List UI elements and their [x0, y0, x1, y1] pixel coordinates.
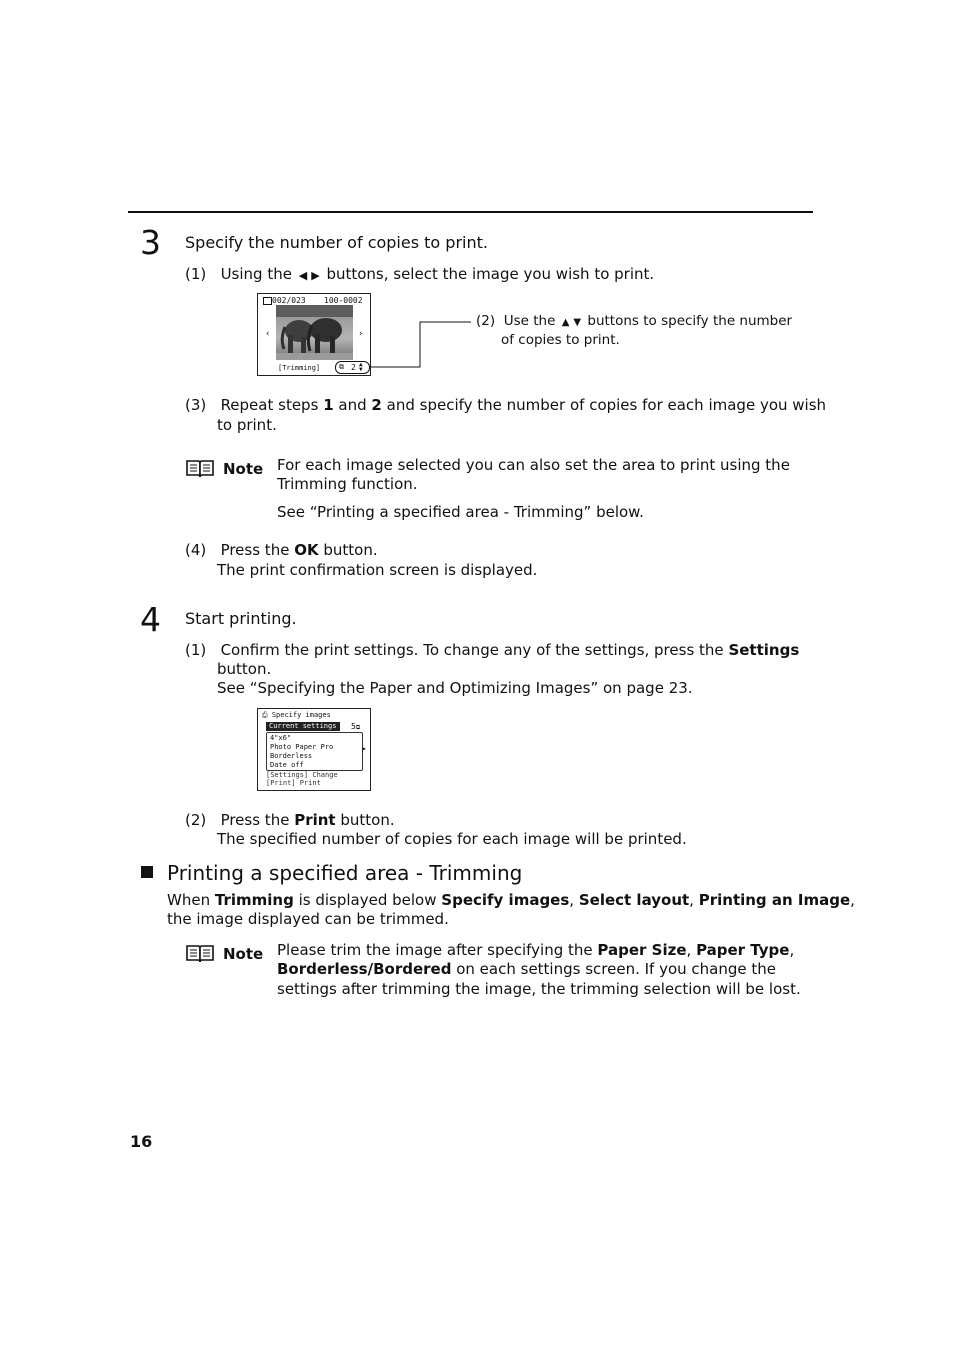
step-4-sub-2-line-2: The specified number of copies for each image will be printed.	[217, 830, 687, 848]
page-number: 16	[130, 1132, 153, 1151]
callout-2-line-2: of copies to print.	[501, 332, 620, 348]
step-3-sub-3-line-2: to print.	[217, 416, 277, 434]
step-4-sub-1-line-3: See “Specifying the Paper and Optimizing Images” on page 23.	[217, 679, 693, 697]
image-icon	[263, 297, 272, 305]
lcd-right-arrow-icon: ›	[358, 329, 364, 339]
step-3-sub-4: (4) Press the OK button.	[185, 541, 378, 559]
lcd-right-arrow-icon: ▸	[362, 744, 367, 753]
settings-button-ref: Settings	[728, 641, 800, 659]
step-4-sub-1-line-2: button.	[217, 660, 272, 678]
lcd-left-arrow-icon: ‹	[265, 329, 271, 339]
note-1-line-1: For each image selected you can also set the area to print using the	[277, 456, 790, 474]
section-bullet-icon	[141, 866, 153, 878]
lcd-setting-item: Date off	[270, 761, 304, 769]
step-4-sub-2: (2) Press the Print button.	[185, 811, 395, 829]
top-rule	[128, 211, 813, 213]
note-1-line-3: See “Printing a specified area - Trimming” below.	[277, 503, 644, 521]
lcd-setting-item: Borderless	[270, 752, 313, 760]
lcd-mode-label: [Trimming]	[278, 364, 321, 372]
print-button-ref: Print	[294, 811, 336, 829]
lcd-setting-item: Photo Paper Pro	[270, 743, 334, 751]
lcd-footer-2: [Print] Print	[266, 779, 321, 787]
up-down-arrow-icon: ▲ ▼	[359, 361, 363, 373]
note-2-line-1: Please trim the image after specifying the Paper Size, Paper Type,	[277, 941, 795, 959]
note-1-line-2: Trimming function.	[277, 475, 418, 493]
section-paragraph-line-2: the image displayed can be trimmed.	[167, 910, 449, 928]
step-3-number: 3	[140, 223, 161, 262]
elephants-photo	[276, 305, 353, 360]
note-2-line-3: settings after trimming the image, the trimming selection will be lost.	[277, 980, 801, 998]
lcd-setting-item: 4"x6"	[270, 734, 292, 742]
book-icon	[186, 459, 214, 479]
lcd-count: 5⧉	[351, 722, 361, 731]
lcd-settings-header: Current settings	[266, 722, 340, 731]
step-4-number: 4	[140, 600, 161, 639]
step-3-title: Specify the number of copies to print.	[185, 233, 488, 252]
lcd-header: 002/023	[263, 296, 306, 305]
callout-2: (2) Use the ▲ ▼ buttons to specify the number	[476, 312, 792, 332]
lcd-footer-1: [Settings] Change	[266, 771, 338, 779]
note-label-1: Note	[223, 460, 264, 478]
note-2-line-2: Borderless/Bordered on each settings screen. If you change the	[277, 960, 777, 978]
left-arrow-icon: ◀	[298, 269, 308, 282]
right-arrow-icon: ▶	[311, 269, 320, 282]
copies-icon: ⧉	[355, 724, 361, 731]
print-icon: ⎙	[262, 711, 268, 719]
step-3-sub-1: (1) Using the ◀ ▶ buttons, select the image you wish to print.	[185, 264, 654, 286]
section-title: Printing a specified area - Trimming	[167, 861, 523, 885]
step-3-sub-3: (3) Repeat steps 1 and 2 and specify the number of copies for each image you wish	[185, 396, 827, 414]
lcd-screen-print-settings	[257, 708, 371, 791]
book-icon	[186, 944, 214, 964]
down-arrow-icon: ▼	[573, 317, 582, 328]
lcd-title: ⎙ Specify images	[262, 711, 331, 719]
ok-button-ref: OK	[294, 541, 319, 559]
lcd-file-number: 100-0002	[324, 296, 363, 305]
lcd-settings-list	[266, 732, 363, 771]
callout-leader-line	[359, 318, 472, 373]
step-3-sub-4-line-2: The print confirmation screen is displayed.	[217, 561, 538, 579]
step-4-sub-1: (1) Confirm the print settings. To change any of the settings, press the Settings	[185, 641, 800, 659]
note-label-2: Note	[223, 945, 264, 963]
copies-icon: ⧉	[339, 363, 344, 371]
up-arrow-icon: ▲	[561, 317, 570, 328]
step-4-title: Start printing.	[185, 609, 297, 628]
lcd-copies-value: 2	[351, 363, 356, 372]
lcd-screen-image-select	[257, 293, 371, 376]
section-paragraph-line-1: When Trimming is displayed below Specify images, Select layout, Printing an Image,	[167, 891, 855, 909]
